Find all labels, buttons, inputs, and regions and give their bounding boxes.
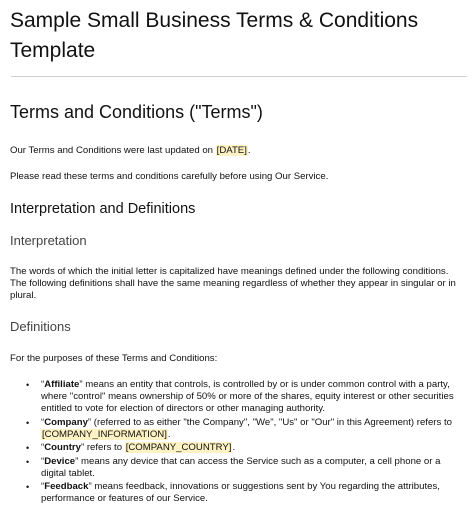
affiliate-line-3: entitled to vote for election of directors or other managing authority. [41, 403, 326, 414]
definitions-intro: For the purposes of these Terms and Conditions: [10, 353, 218, 364]
definition-feedback [26, 481, 462, 505]
bullet-icon: • [26, 380, 30, 390]
affiliate-line-1: ” means an entity that controls, is controlled by or is under common control with a party, [79, 379, 450, 390]
device-line-1: ” means any device that can access the Service such as a computer, a cell phone or a [75, 455, 441, 467]
date-placeholder: [DATE] [216, 145, 247, 156]
company-suffix: . [167, 428, 171, 440]
definition-company [26, 417, 462, 441]
last-updated-suffix: . [247, 145, 251, 156]
title-divider [11, 76, 467, 77]
bullet-icon: • [26, 443, 30, 453]
device-line-2: digital tablet. [41, 467, 95, 479]
country-term: Country [44, 442, 81, 453]
affiliate-line-2: where "control" means ownership of 50% or more of the shares, equity interest or other securities [41, 391, 454, 402]
company-line-1: ” (referred to as either "the Company", "We", "Us" or "Our" in this Agreement) refers to [87, 416, 452, 428]
document-title-line-2: Template [10, 39, 96, 62]
company-information-placeholder: [COMPANY_INFORMATION] [42, 428, 167, 440]
bullet-icon: • [26, 482, 30, 492]
interpretation-definitions-heading: Interpretation and Definitions [10, 201, 196, 217]
device-term: Device [44, 455, 76, 467]
bullet-icon: • [26, 417, 30, 428]
company-open-quote: “ [41, 416, 45, 428]
company-country-placeholder: [COMPANY_COUNTRY] [125, 442, 232, 453]
interpretation-line-1: The words of which the initial letter is capitalized have meanings defined under the following conditions. [10, 266, 449, 277]
document-title [10, 6, 470, 66]
affiliate-open-quote: “ [41, 379, 45, 390]
interpretation-line-3: plural. [10, 290, 37, 301]
interpretation-line-2: The following definitions shall have the same meaning regardless of whether they appear in singular or in [10, 278, 456, 289]
definition-affiliate [26, 379, 462, 415]
definition-device [26, 456, 462, 480]
terms-heading: Terms and Conditions ("Terms") [10, 102, 263, 122]
country-text: ” refers to [80, 442, 125, 453]
feedback-term: Feedback [44, 481, 89, 492]
definitions-subheading: Definitions [10, 319, 71, 334]
last-updated-paragraph [10, 145, 460, 157]
country-open-quote: “ [41, 442, 45, 453]
affiliate-term: Affiliate [44, 379, 80, 390]
feedback-line-1: ” means feedback, innovations or suggestions sent by You regarding the attributes, [88, 481, 440, 492]
country-suffix: . [232, 442, 236, 453]
document-title-line-1: Sample Small Business Terms & Conditions [10, 9, 419, 32]
interpretation-paragraph [10, 266, 460, 302]
interpretation-subheading: Interpretation [10, 233, 87, 248]
feedback-line-2: performance or features of our Service. [41, 493, 208, 504]
bullet-icon: • [26, 456, 30, 467]
intro-paragraph: Please read these terms and conditions carefully before using Our Service. [10, 171, 329, 182]
last-updated-text: Our Terms and Conditions were last updated on [10, 145, 216, 156]
device-open-quote: “ [41, 455, 45, 467]
company-term: Company [44, 416, 88, 428]
feedback-open-quote: “ [41, 481, 45, 492]
definition-country [26, 442, 462, 454]
definitions-list [26, 379, 462, 507]
